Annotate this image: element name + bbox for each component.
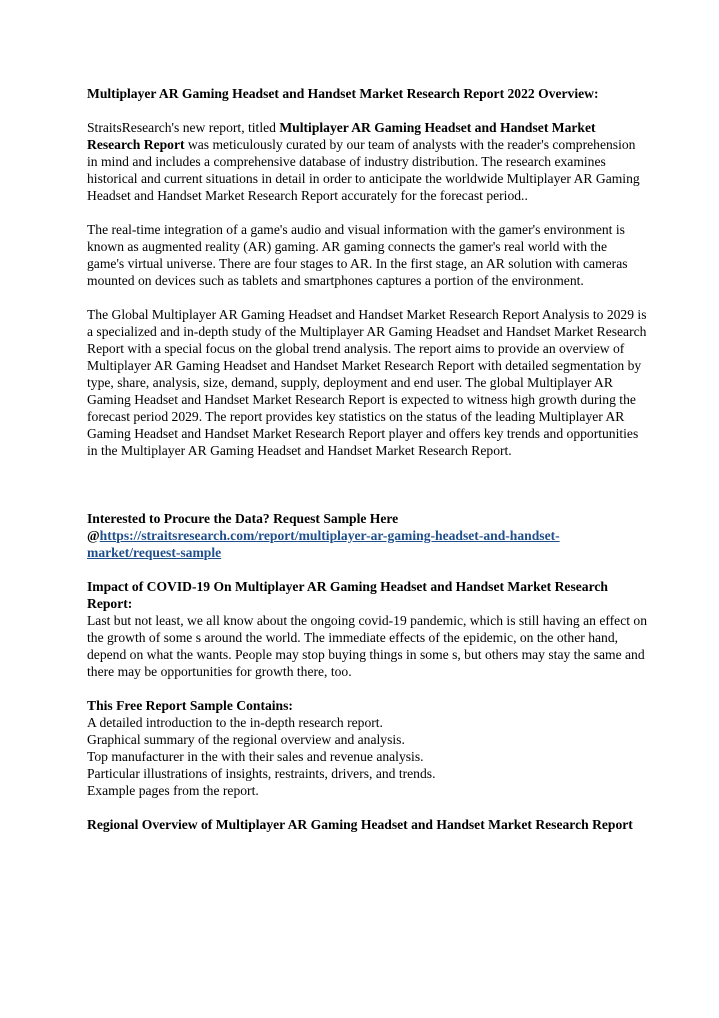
request-sample-link[interactable]: https://straitsresearch.com/report/multiplayer-ar-gaming-headset-and-handset-market/request-sample [87, 528, 560, 560]
regional-overview-heading: Regional Overview of Multiplayer AR Gaming Headset and Handset Market Research Report [87, 817, 633, 832]
ar-paragraph: The real-time integration of a game's audio and visual information with the gamer's environment is known as augmented reality (AR) gaming. AR gaming connects the gamer's real world with the game's virtual universe. There are four stages to AR. In the first stage, an AR solution with cameras mounted on devices such as tablets and smartphones captures a portion of the environment. [87, 222, 628, 288]
intro-prefix: StraitsResearch's new report, titled [87, 120, 280, 135]
spacer [87, 799, 647, 816]
sample-contents-item: Particular illustrations of insights, restraints, drivers, and trends. [87, 766, 436, 781]
covid-heading: Impact of COVID-19 On Multiplayer AR Gaming Headset and Handset Market Research Report: [87, 579, 608, 611]
sample-contents-heading: This Free Report Sample Contains: [87, 698, 293, 713]
at-sign: @ [87, 528, 100, 543]
spacer [87, 459, 647, 510]
intro-suffix: was meticulously curated by our team of analysts with the reader's comprehension in mind and includes a comprehensive database of industry distribution. The research examines historical and current situations in detail in order to anticipate the worldwide Multiplayer AR Gaming Headset and Handset Market Research Report accurately for the forecast period.. [87, 137, 640, 203]
spacer [87, 204, 647, 221]
sample-request-heading: Interested to Procure the Data? Request Sample Here [87, 511, 399, 526]
intro-report-name: Multiplayer AR Gaming Headset and Handset Market Research Report [87, 120, 596, 152]
document-body [87, 85, 647, 833]
spacer [87, 561, 647, 578]
covid-paragraph: Last but not least, we all know about the ongoing covid-19 pandemic, which is still having an effect on the growth of some s around the world. The immediate effects of the epidemic, on the other hand, depend on what the wants. People may stop buying things in some s, but others may stay the same and there may be opportunities for growth there, too. [87, 613, 647, 679]
global-analysis-paragraph: The Global Multiplayer AR Gaming Headset and Handset Market Research Report Analysis to 2029 is a specialized and in-depth study of the Multiplayer AR Gaming Headset and Handset Market Research Report with a special focus on the global trend analysis. The report aims to provide an overview of Multiplayer AR Gaming Headset and Handset Market Research Report with detailed segmentation by type, share, analysis, size, demand, supply, deployment and end user. The global Multiplayer AR Gaming Headset and Handset Market Research Report is expected to witness high growth during the forecast period 2029. The report provides key statistics on the status of the leading Multiplayer AR Gaming Headset and Handset Market Research Report player and offers key trends and opportunities in the Multiplayer AR Gaming Headset and Handset Market Research Report. [87, 307, 647, 458]
sample-request-line [87, 527, 647, 561]
spacer [87, 102, 647, 119]
spacer [87, 680, 647, 697]
sample-contents-item: Top manufacturer in the with their sales and revenue analysis. [87, 749, 424, 764]
sample-contents-item: Example pages from the report. [87, 783, 259, 798]
intro-paragraph [87, 119, 647, 204]
report-title: Multiplayer AR Gaming Headset and Handset Market Research Report 2022 Overview: [87, 86, 599, 101]
sample-contents-item: Graphical summary of the regional overview and analysis. [87, 732, 405, 747]
sample-contents-item: A detailed introduction to the in-depth research report. [87, 715, 383, 730]
spacer [87, 289, 647, 306]
